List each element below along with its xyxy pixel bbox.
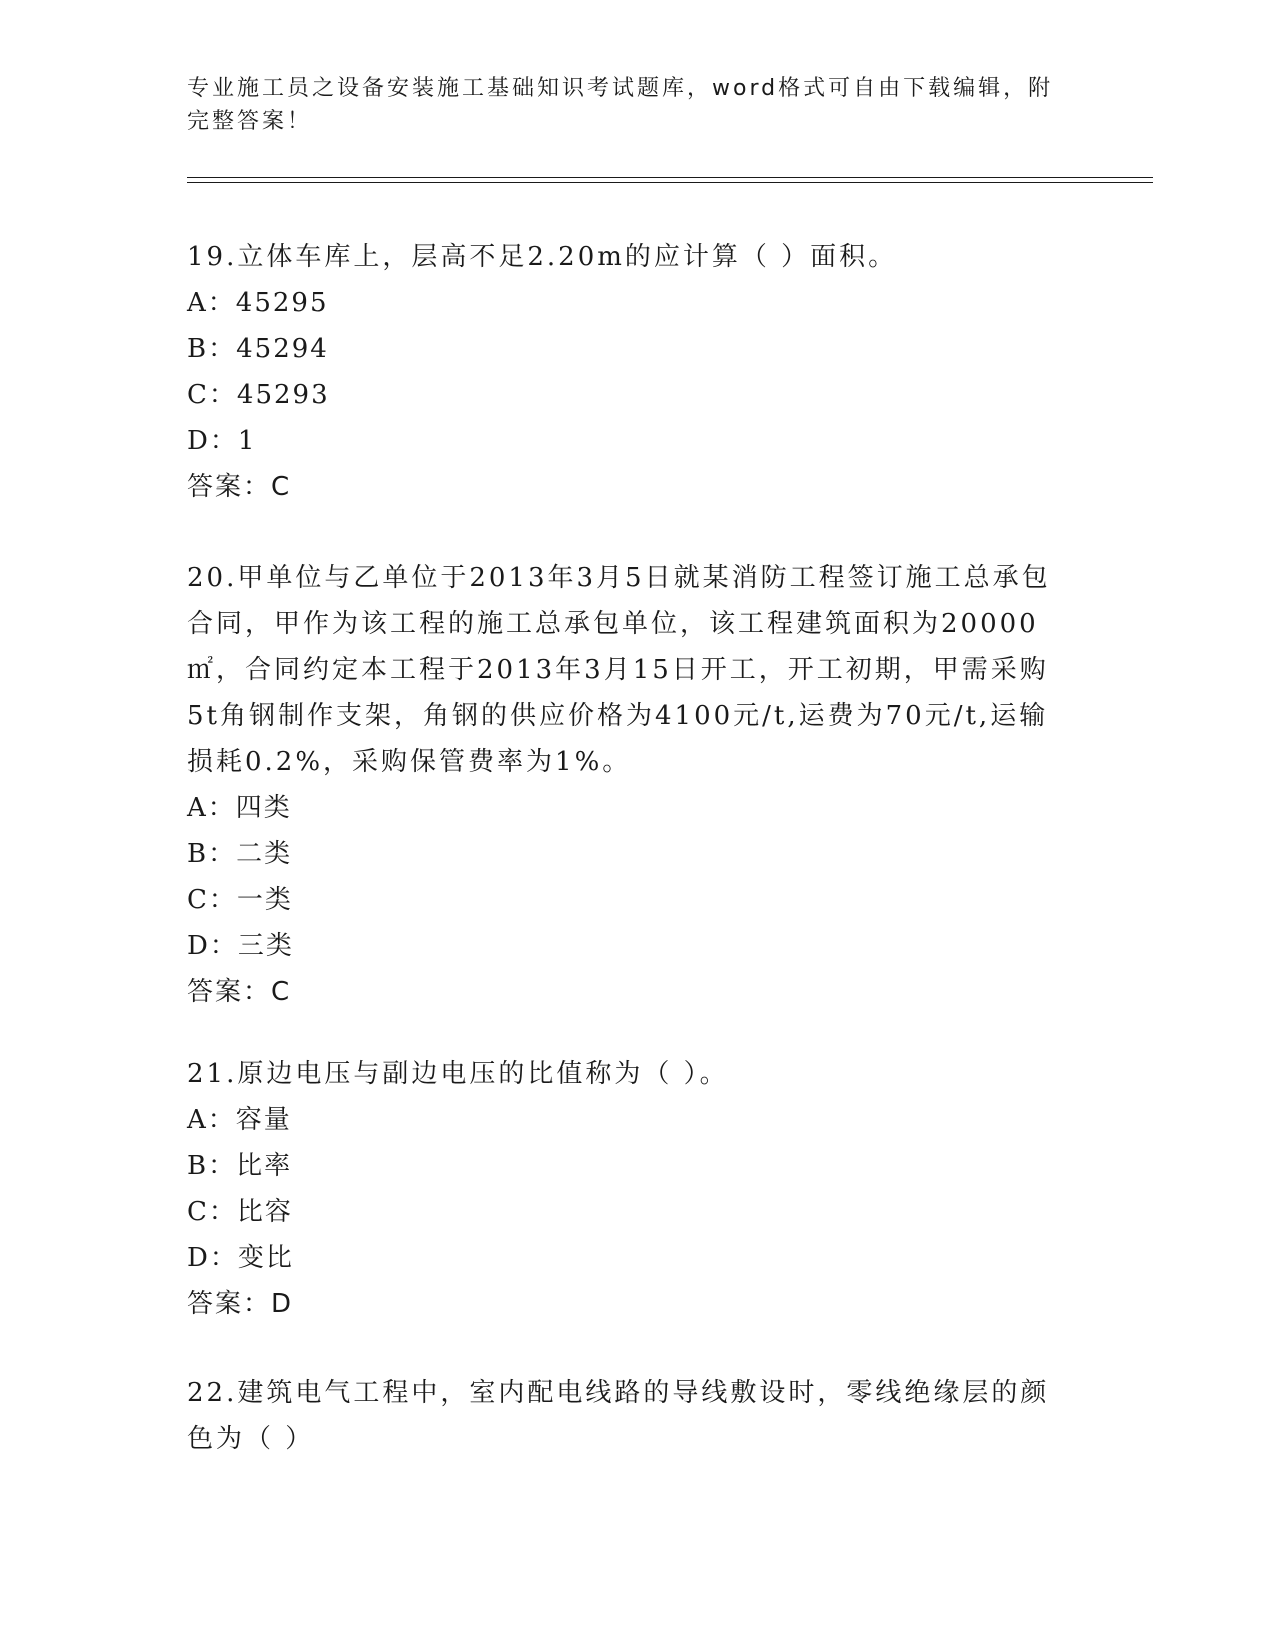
- option-d: [187, 418, 1067, 464]
- answer: 答案：C: [187, 472, 292, 502]
- question-stem: 21.原边电压与副边电压的比值称为（ ）。: [187, 1059, 729, 1089]
- question-stem: 22.建筑电气工程中，室内配电线路的导线敷设时，零线绝缘层的颜色为（ ）: [187, 1378, 1050, 1454]
- answer: 答案：D: [187, 1289, 294, 1319]
- option-label: C：: [187, 1197, 237, 1227]
- option-label: C：: [187, 380, 237, 410]
- question-22: [187, 1370, 1067, 1462]
- option-text: 45295: [235, 288, 329, 318]
- option-d: [187, 1235, 1067, 1281]
- option-text: 三类: [237, 931, 294, 961]
- option-text: 四类: [235, 793, 292, 823]
- option-label: B：: [187, 334, 237, 364]
- option-b: [187, 1143, 1067, 1189]
- option-text: 二类: [236, 839, 293, 869]
- question-20: [187, 555, 1067, 1015]
- question-stem: 20.甲单位与乙单位于2013年3月5日就某消防工程签订施工总承包合同，甲作为该工程的施工总承包单位，该工程建筑面积为20000㎡，合同约定本工程于2013年3月15日开工，开工初期，甲需采购5t角钢制作支架，角钢的供应价格为4100元/t,运费为70元/t,运输损耗0.2%，采购保管费率为1%。: [187, 563, 1051, 777]
- option-a: [187, 1097, 1067, 1143]
- option-text: 一类: [236, 885, 293, 915]
- option-c: [187, 877, 1067, 923]
- option-b: [187, 326, 1067, 372]
- option-b: [187, 831, 1067, 877]
- option-label: D：: [187, 931, 238, 961]
- header-divider-bottom: [187, 182, 1153, 183]
- option-label: D：: [187, 426, 238, 456]
- option-label: D：: [187, 1243, 238, 1273]
- option-text: 45294: [236, 334, 329, 364]
- option-label: A：: [187, 288, 236, 318]
- option-label: A：: [187, 1105, 236, 1135]
- option-text: 1: [237, 426, 257, 456]
- option-a: [187, 280, 1067, 326]
- document-header: 专业施工员之设备安装施工基础知识考试题库，word格式可自由下载编辑，附完整答案！: [187, 76, 1054, 134]
- option-label: B：: [187, 1151, 237, 1181]
- option-c: [187, 1189, 1067, 1235]
- question-stem: 19.立体车库上，层高不足2.20m的应计算（ ）面积。: [187, 242, 898, 272]
- option-c: [187, 372, 1067, 418]
- header-divider-top: [187, 177, 1153, 178]
- option-text: 容量: [235, 1105, 292, 1135]
- option-text: 变比: [237, 1243, 294, 1273]
- option-label: A：: [187, 793, 236, 823]
- option-a: [187, 785, 1067, 831]
- answer: 答案：C: [187, 977, 292, 1007]
- option-label: C：: [187, 885, 237, 915]
- question-21: [187, 1051, 1067, 1327]
- option-text: 比容: [236, 1197, 293, 1227]
- option-d: [187, 923, 1067, 969]
- question-19: [187, 234, 1067, 510]
- option-label: B：: [187, 839, 237, 869]
- option-text: 45293: [236, 380, 330, 410]
- option-text: 比率: [236, 1151, 293, 1181]
